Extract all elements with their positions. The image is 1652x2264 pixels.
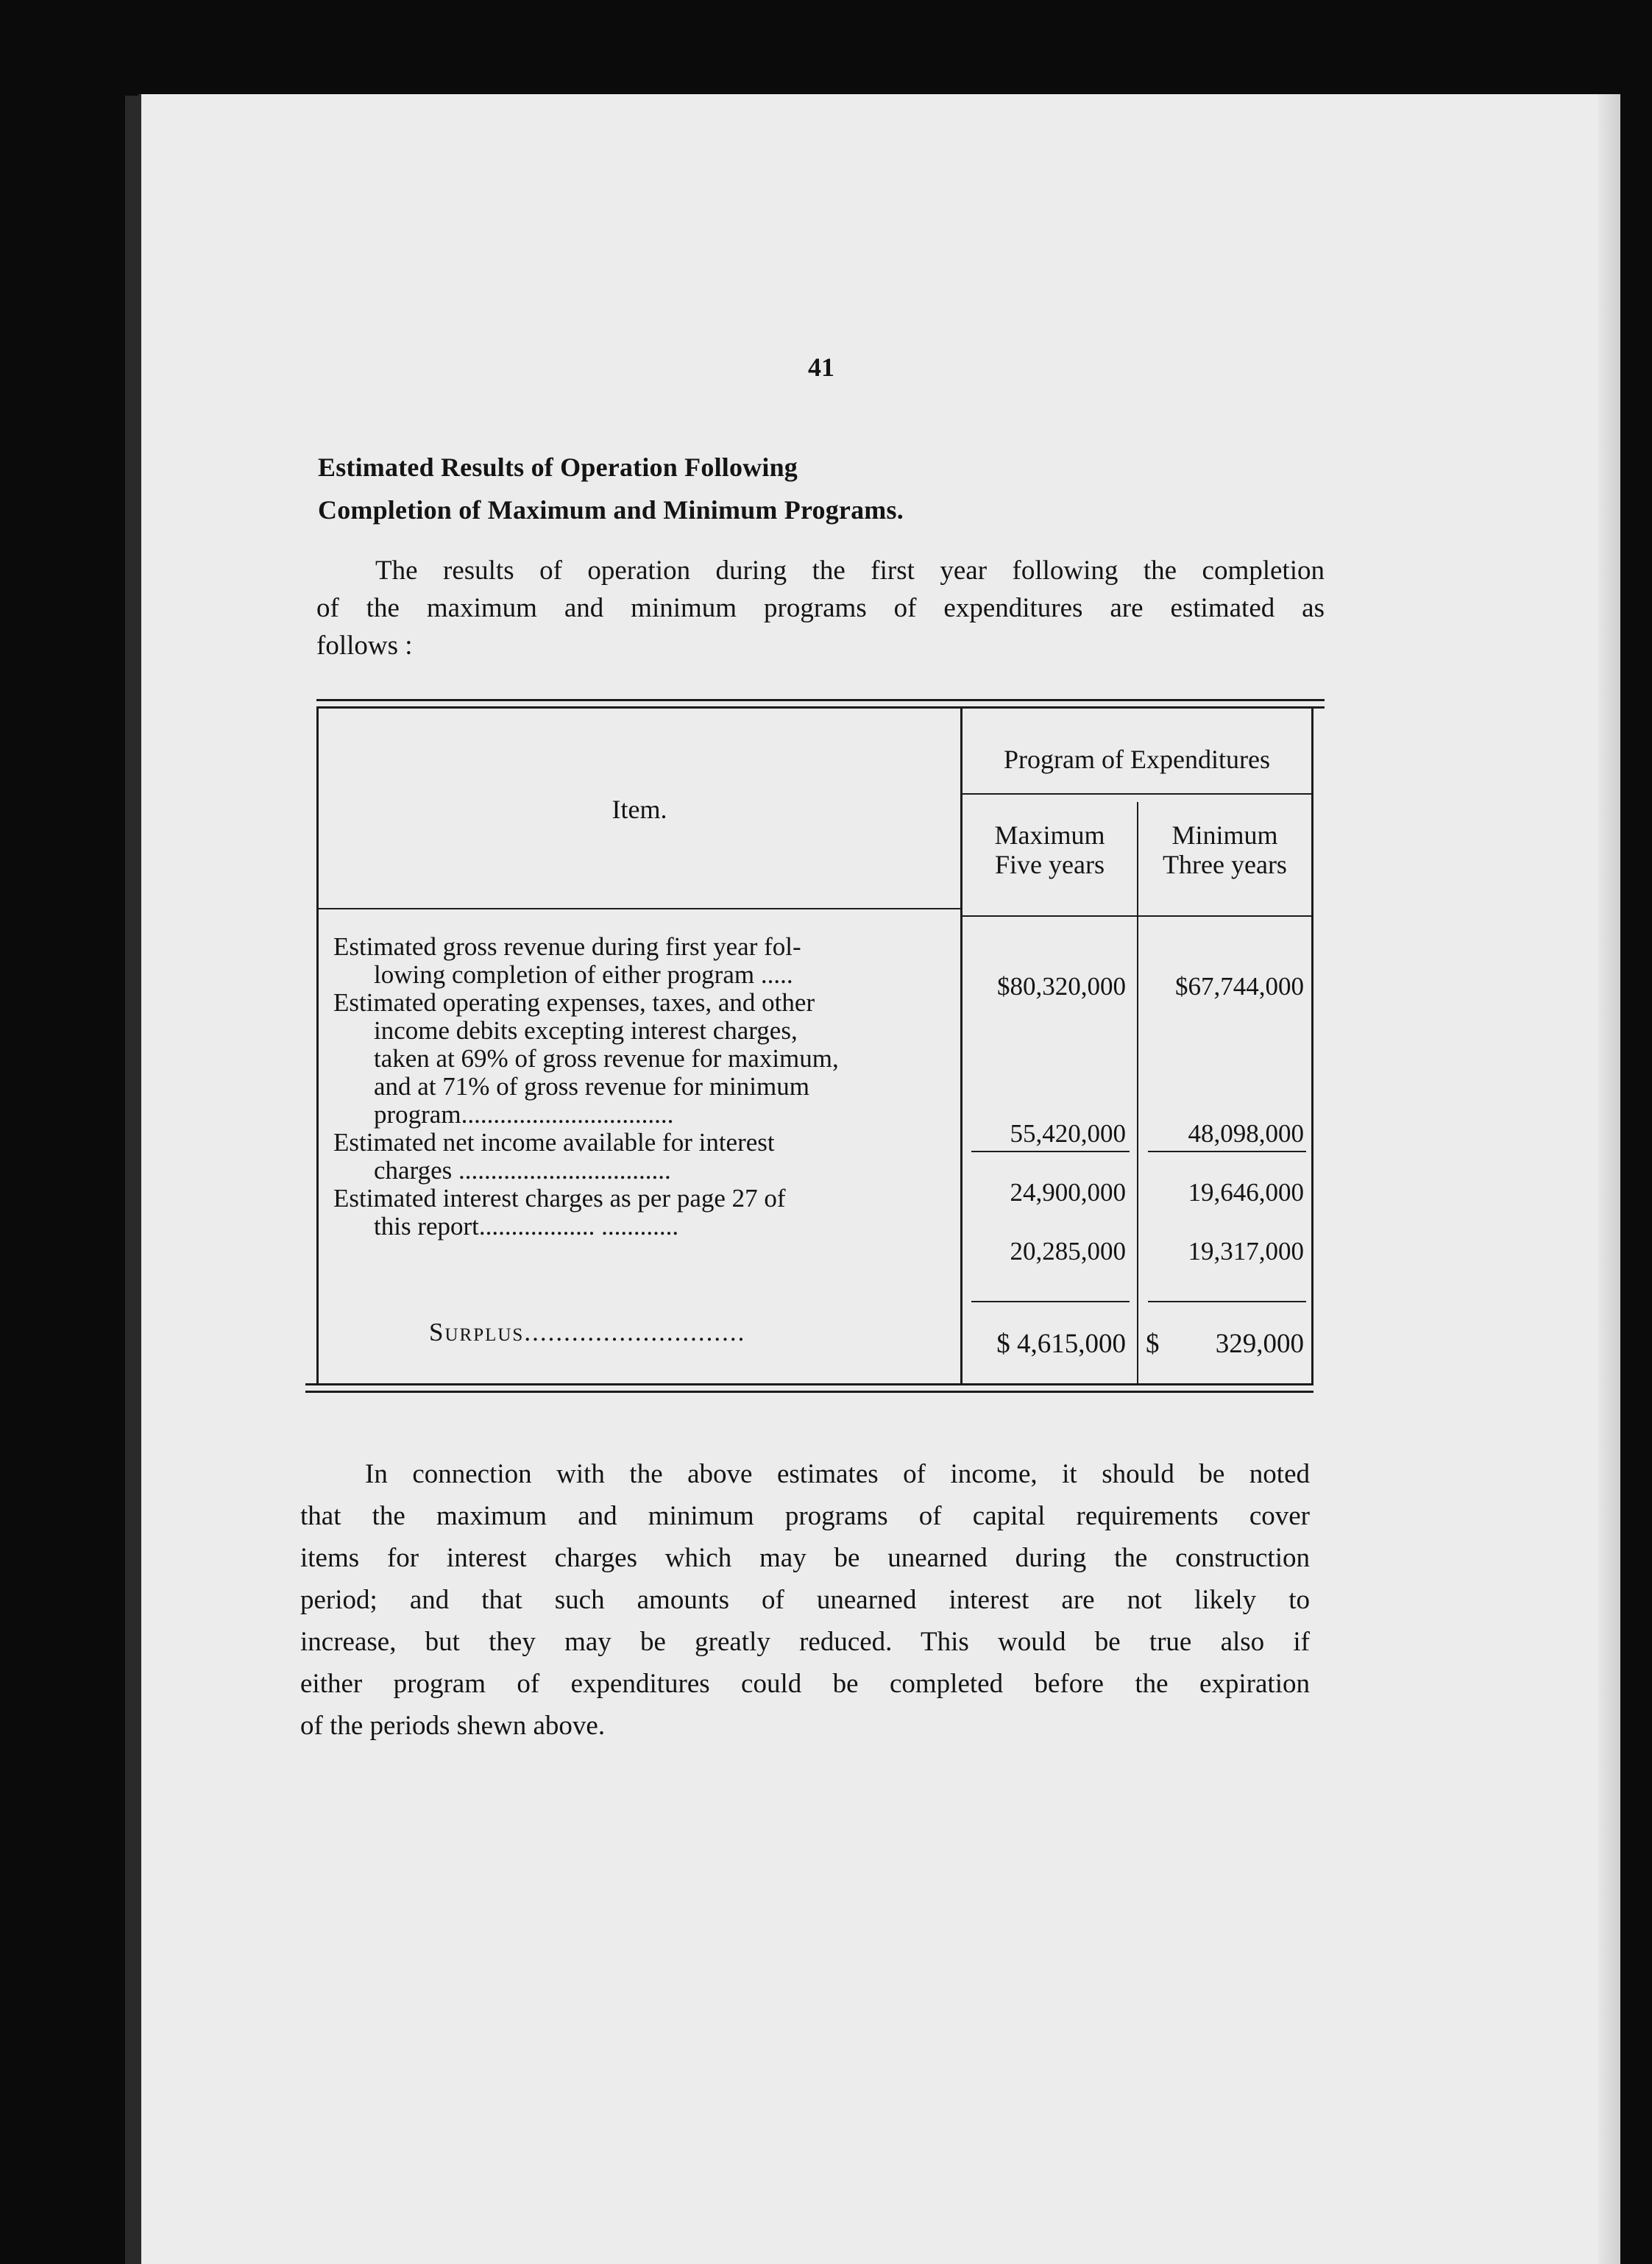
row1-minimum-value: $67,744,000 [1175,972,1304,1001]
intro-line-3: follows : [316,631,413,661]
table-row: Estimated net income available for interest charges ................................. [333,1128,775,1185]
closing-line-6: either program of expenditures could be completed before the expiration [300,1669,1310,1699]
row3-maximum-value: 24,900,000 [1010,1178,1126,1207]
surplus-minimum-value: 329,000 [1215,1329,1304,1359]
surplus-minimum-symbol: $ [1146,1329,1160,1359]
maximum-column-header: Maximum Five years [994,820,1105,879]
row3-minimum-value: 19,646,000 [1188,1178,1304,1207]
row2-maximum-value: 55,420,000 [1010,1119,1126,1148]
page-number: 41 [808,352,834,382]
intro-paragraph [316,552,1325,664]
surplus-maximum-value: $ 4,615,000 [996,1329,1126,1359]
closing-line-4: period; and that such amounts of unearned interest are not likely to [300,1585,1310,1615]
closing-line-3: items for interest charges which may be unearned during the construction [300,1543,1310,1573]
closing-paragraph [300,1453,1310,1747]
facing-page-edge [125,96,138,2264]
program-group-header: Program of Expenditures [1004,745,1270,774]
intro-line-1: The results of operation during the first year following the completion [375,556,1325,586]
closing-line-2: that the maximum and minimum programs of capital requirements cover [300,1501,1310,1531]
surplus-label: Surplus............................ [429,1318,746,1346]
minimum-column-header: Minimum Three years [1163,820,1287,879]
scan-border-left [0,0,136,2264]
row1-maximum-value: $80,320,000 [997,972,1126,1001]
closing-line-5: increase, but they may be greatly reduced. This would be true also if [300,1627,1310,1657]
row4-maximum-value: 20,285,000 [1010,1237,1126,1266]
item-column-header: Item. [611,795,667,824]
table-row: Estimated operating expenses, taxes, and other income debits excepting interest charges, taken at 69% of gross revenue for maximum, and at 71% of gross revenue for minimum program................................. [333,988,839,1129]
section-heading-line-1: Estimated Results of Operation Following [318,453,798,482]
scan-border-right [1615,0,1652,2264]
closing-line-1: In connection with the above estimates of income, it should be noted [365,1459,1310,1489]
scan-border-top [0,0,1652,96]
intro-line-2: of the maximum and minimum programs of expenditures are estimated as [316,593,1325,623]
row2-minimum-value: 48,098,000 [1188,1119,1304,1148]
results-table [305,699,1325,1398]
table-row: Estimated interest charges as per page 27 of this report.................. ............ [333,1184,786,1241]
table-row: Estimated gross revenue during first year fol- lowing completion of either program ..... [333,932,801,989]
closing-line-7: of the periods shewn above. [300,1711,606,1741]
row4-minimum-value: 19,317,000 [1188,1237,1304,1266]
section-heading-line-2: Completion of Maximum and Minimum Programs. [318,495,904,525]
